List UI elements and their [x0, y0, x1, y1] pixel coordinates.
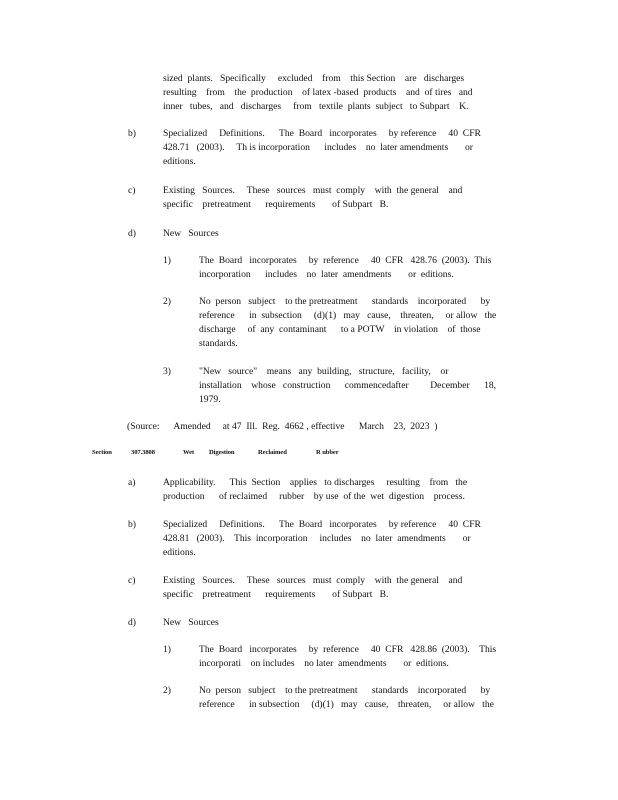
new-sources-item-2 — [199, 295, 496, 351]
section-title-word: Digestion — [209, 449, 235, 456]
text-line: discharge of any contaminant to a POTW in violation of those — [199, 324, 481, 335]
text-line: editions. — [163, 547, 196, 558]
section-title-word: Reclaimed — [258, 449, 287, 456]
text-line: Existing Sources. These sources must comply with the general and — [163, 575, 463, 586]
text-line: New Sources — [163, 228, 219, 239]
text-line: No person subject to the pretreatment standards incorporated by — [199, 685, 491, 696]
text-line: 428.71 (2003). Th is incorporation includes no later amendments or — [163, 142, 473, 153]
text-line: 1979. — [199, 394, 221, 405]
existing-sources-paragraph — [163, 184, 462, 212]
new-sources-item-1 — [199, 643, 496, 671]
section-title-word: R ubber — [316, 449, 339, 456]
text-line: standards. — [199, 338, 238, 349]
text-line: installation whose construction commencedafter December 18, — [199, 380, 497, 391]
text-line: New Sources — [163, 617, 219, 628]
existing-sources-paragraph — [163, 574, 462, 602]
subsection-label-b: b) — [128, 128, 136, 139]
text-line: production of reclaimed rubber by use of the wet digestion process. — [163, 491, 465, 502]
subsection-label-b: b) — [128, 519, 136, 530]
subsection-label-d: d) — [128, 228, 136, 239]
new-sources-item-3 — [199, 365, 496, 407]
text-line: The Board incorporates by reference 40 CFR 428.86 (2003). This — [199, 644, 497, 655]
section-title-word: Wet — [183, 449, 195, 456]
applicability-paragraph — [163, 476, 467, 504]
item-label-3: 3) — [163, 366, 171, 377]
intro-paragraph — [163, 72, 473, 114]
item-label-2: 2) — [163, 685, 171, 696]
section-heading — [92, 449, 532, 461]
new-sources-item-1 — [199, 254, 491, 282]
new-sources-title — [163, 616, 219, 630]
source-note: (Source: Amended at 47 Ill. Reg. 4662 , effective March 23, 2023 ) — [127, 421, 438, 432]
text-line: 428.81 (2003). This incorporation includes no later amendments or — [163, 533, 471, 544]
item-label-1: 1) — [163, 644, 171, 655]
text-line: resulting from the production of latex -based products and of tires and — [163, 87, 473, 98]
text-line: incorporation includes no later amendments or editions. — [199, 269, 454, 280]
subsection-label-c: c) — [128, 575, 136, 586]
text-line: specific pretreatment requirements of Subpart B. — [163, 589, 389, 600]
text-line: Specialized Definitions. The Board incorporates by reference 40 CFR — [163, 519, 481, 530]
section-word: Section — [92, 449, 112, 456]
text-line: Specialized Definitions. The Board incorporates by reference 40 CFR — [163, 128, 481, 139]
text-line: Applicability. This Section applies to discharges resulting from the — [163, 477, 468, 488]
text-line: specific pretreatment requirements of Subpart B. — [163, 199, 389, 210]
text-line: sized plants. Specifically excluded from this Section are discharges — [163, 73, 465, 84]
text-line: inner tubes, and discharges from textile plants subject to Subpart K. — [163, 101, 469, 112]
text-line: reference in subsection (d)(1) may cause, threaten, or allow the — [199, 699, 494, 710]
specialized-definitions-paragraph — [163, 127, 481, 169]
subsection-label-a: a) — [128, 477, 136, 488]
text-line: reference in subsection (d)(1) may cause, threaten, or allow the — [199, 310, 497, 321]
text-line: "New source" means any building, structure, facility, or — [199, 366, 449, 377]
new-sources-item-2 — [199, 684, 494, 712]
item-label-2: 2) — [163, 296, 171, 307]
text-line: No person subject to the pretreatment standards incorporated by — [199, 296, 491, 307]
text-line: The Board incorporates by reference 40 CFR 428.76 (2003). This — [199, 255, 492, 266]
text-line: Existing Sources. These sources must comply with the general and — [163, 185, 463, 196]
new-sources-title — [163, 227, 219, 241]
text-line: editions. — [163, 156, 196, 167]
item-label-1: 1) — [163, 255, 171, 266]
text-line: incorporati on includes no later amendments or editions. — [199, 658, 449, 669]
subsection-label-d: d) — [128, 617, 136, 628]
specialized-definitions-paragraph — [163, 518, 481, 560]
subsection-label-c: c) — [128, 185, 136, 196]
section-number: 307.3808 — [131, 449, 155, 456]
